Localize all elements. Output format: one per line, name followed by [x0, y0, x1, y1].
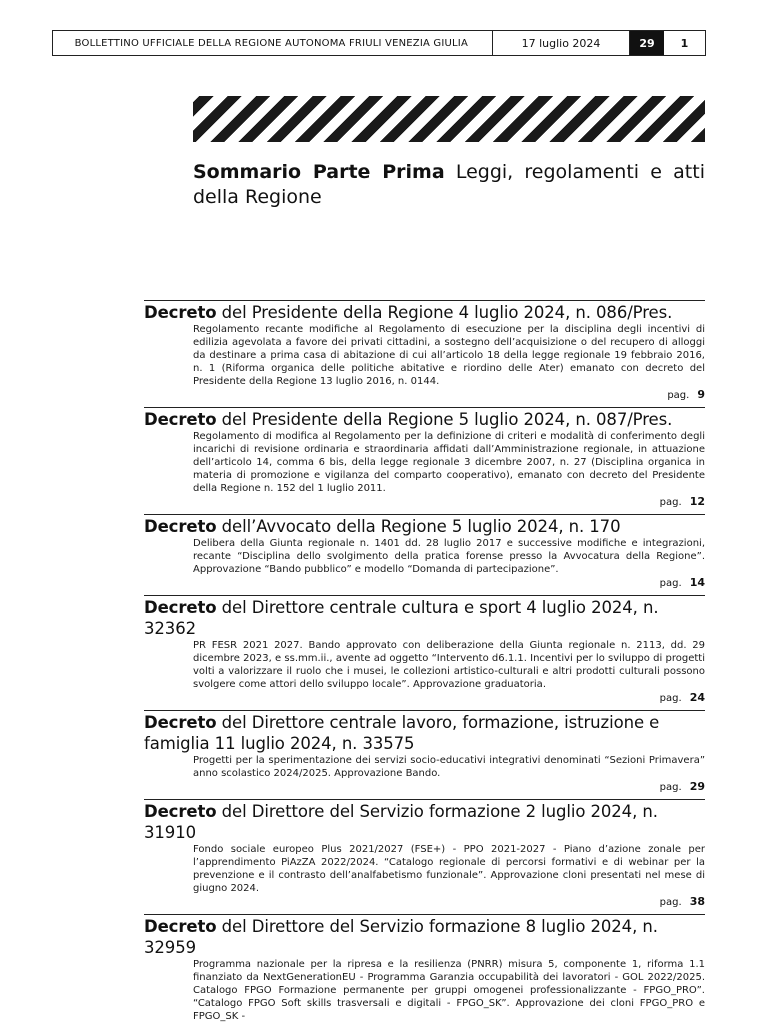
entry-title-text: del Direttore del Servizio formazione 2 luglio 2024, n. 31910 — [144, 802, 658, 842]
entry-title[interactable] — [144, 302, 705, 323]
entry-kind: Decreto — [144, 802, 217, 821]
entry-page-ref[interactable] — [144, 691, 705, 706]
entry-title-text: del Direttore centrale lavoro, formazione, istruzione e famiglia 11 luglio 2024, n. 33575 — [144, 713, 660, 753]
entry-page-number: 12 — [689, 495, 705, 508]
entry-kind: Decreto — [144, 517, 217, 536]
issue-number: 29 — [630, 31, 664, 55]
entry-page-ref[interactable] — [144, 388, 705, 403]
entry-title[interactable] — [144, 916, 705, 958]
entry-kind: Decreto — [144, 713, 217, 732]
entry-page-ref[interactable] — [144, 780, 705, 795]
bulletin-header — [52, 30, 706, 56]
entry-title-text: del Presidente della Regione 4 luglio 2024, n. 086/Pres. — [216, 303, 673, 322]
page-number: 1 — [680, 36, 689, 50]
entry-kind: Decreto — [144, 410, 217, 429]
entry-title[interactable] — [144, 409, 705, 430]
toc-entry[interactable] — [144, 799, 705, 910]
entry-kind: Decreto — [144, 598, 217, 617]
entry-page-ref[interactable] — [144, 895, 705, 910]
entry-title[interactable] — [144, 516, 705, 537]
page-label: pag. — [659, 693, 682, 704]
summary-title-rest: Leggi, regolamenti e atti della Regione — [193, 161, 705, 208]
decorative-stripes — [193, 96, 705, 142]
entry-page-ref[interactable] — [144, 495, 705, 510]
table-of-contents — [144, 300, 705, 1023]
entry-title-text: dell’Avvocato della Regione 5 luglio 2024, n. 170 — [216, 517, 621, 536]
entry-title[interactable] — [144, 597, 705, 639]
entry-description: Delibera della Giunta regionale n. 1401 dd. 28 luglio 2017 e successive modifiche e integrazioni, recante “Disciplina dello svolgimento della pratica forense presso la Avvocatura della Regione”. Approvazione “Bando pubblico” e modello “Domanda di partecipazione”. — [193, 538, 705, 575]
toc-entry[interactable] — [144, 407, 705, 510]
toc-entry[interactable] — [144, 914, 705, 1023]
page-label: pag. — [659, 782, 682, 793]
toc-entry[interactable] — [144, 300, 705, 403]
summary-title — [193, 160, 705, 210]
page-label: pag. — [667, 390, 690, 401]
entry-description: Regolamento recante modifiche al Regolamento di esecuzione per la disciplina degli incentivi di edilizia agevolata a favore dei privati cittadini, a sostegno dell’acquisizione o del recupero di alloggi da destinare a prima casa di abitazione di cui all’articolo 18 della legge regionale 19 febbraio 2016, n. 1 (Riforma organica delle politiche abitative e riordino delle Ater) emanato con decreto del Presidente della Regione 13 luglio 2016, n. 0144. — [193, 324, 705, 387]
entry-title-text: del Direttore del Servizio formazione 8 luglio 2024, n. 32959 — [144, 917, 658, 957]
page-label: pag. — [659, 897, 682, 908]
entry-title[interactable] — [144, 801, 705, 843]
entry-title-text: del Presidente della Regione 5 luglio 2024, n. 087/Pres. — [216, 410, 673, 429]
publication-name: BOLLETTINO UFFICIALE DELLA REGIONE AUTONOMA FRIULI VENEZIA GIULIA — [53, 31, 493, 55]
entry-description: Programma nazionale per la ripresa e la resilienza (PNRR) misura 5, componente 1, riforma 1.1 finanziato da NextGenerationEU - Programma Garanzia occupabilità dei lavoratori - GOL 2022/2025. Catalogo FPGO Formazione permanente per gruppi omogenei professionalizzante - FPGO_PRO”. “Catalogo FPGO Soft skills trasversali e digitali - FPGO_SK”. Approvazione dei cloni FPGO_PRO e FPGO_SK - — [193, 959, 705, 1022]
entry-page-number: 24 — [689, 691, 705, 704]
entry-description: Fondo sociale europeo Plus 2021/2027 (FSE+) - PPO 2021-2027 - Piano d’azione zonale per l’apprendimento PiAzZA 2022/2024. “Catalogo regionale di percorsi formativi e di webinar per la prevenzione e il contrasto dell’analfabetismo funzionale”. Approvazione cloni presentati nel mese di giugno 2024. — [193, 844, 705, 894]
entry-kind: Decreto — [144, 303, 217, 322]
page-label: pag. — [659, 578, 682, 589]
toc-entry[interactable] — [144, 710, 705, 795]
toc-entry[interactable] — [144, 595, 705, 706]
entry-page-number: 14 — [689, 576, 705, 589]
page-label: pag. — [659, 497, 682, 508]
entry-page-ref[interactable] — [144, 576, 705, 591]
entry-page-number: 9 — [697, 388, 705, 401]
entry-title-text: del Direttore centrale cultura e sport 4 luglio 2024, n. 32362 — [144, 598, 659, 638]
entry-description: Progetti per la sperimentazione dei servizi socio-educativi integrativi denominati “Sezioni Primavera” anno scolastico 2024/2025. Approvazione Bando. — [193, 755, 705, 779]
entry-description: PR FESR 2021 2027. Bando approvato con deliberazione della Giunta regionale n. 2113, dd. 29 dicembre 2023, e ss.mm.ii., avente ad oggetto “Intervento d6.1.1. Incentivi per lo sviluppo di progetti volti a valorizzare il ruolo che i musei, le collezioni artistico-culturali e altri prodotti culturali possono svolgere come attori dello sviluppo locale”. Approvazione graduatoria. — [193, 640, 705, 690]
entry-page-number: 38 — [689, 895, 705, 908]
summary-title-bold: Sommario Parte Prima — [193, 161, 445, 183]
issue-date: 17 luglio 2024 — [493, 31, 630, 55]
entry-kind: Decreto — [144, 917, 217, 936]
entry-title[interactable] — [144, 712, 705, 754]
entry-page-number: 29 — [689, 780, 705, 793]
entry-description: Regolamento di modifica al Regolamento per la definizione di criteri e modalità di conferimento degli incarichi di revisione ordinaria e straordinaria affidati dall’Amministrazione regionale, in attuazione dell’articolo 14, comma 6 bis, della legge regionale 3 dicembre 2007, n. 27 (Disciplina organica in materia di promozione e vigilanza del comparto cooperativo), emanato con decreto del Presidente della Regione n. 152 del 1 luglio 2011. — [193, 431, 705, 494]
toc-entry[interactable] — [144, 514, 705, 591]
